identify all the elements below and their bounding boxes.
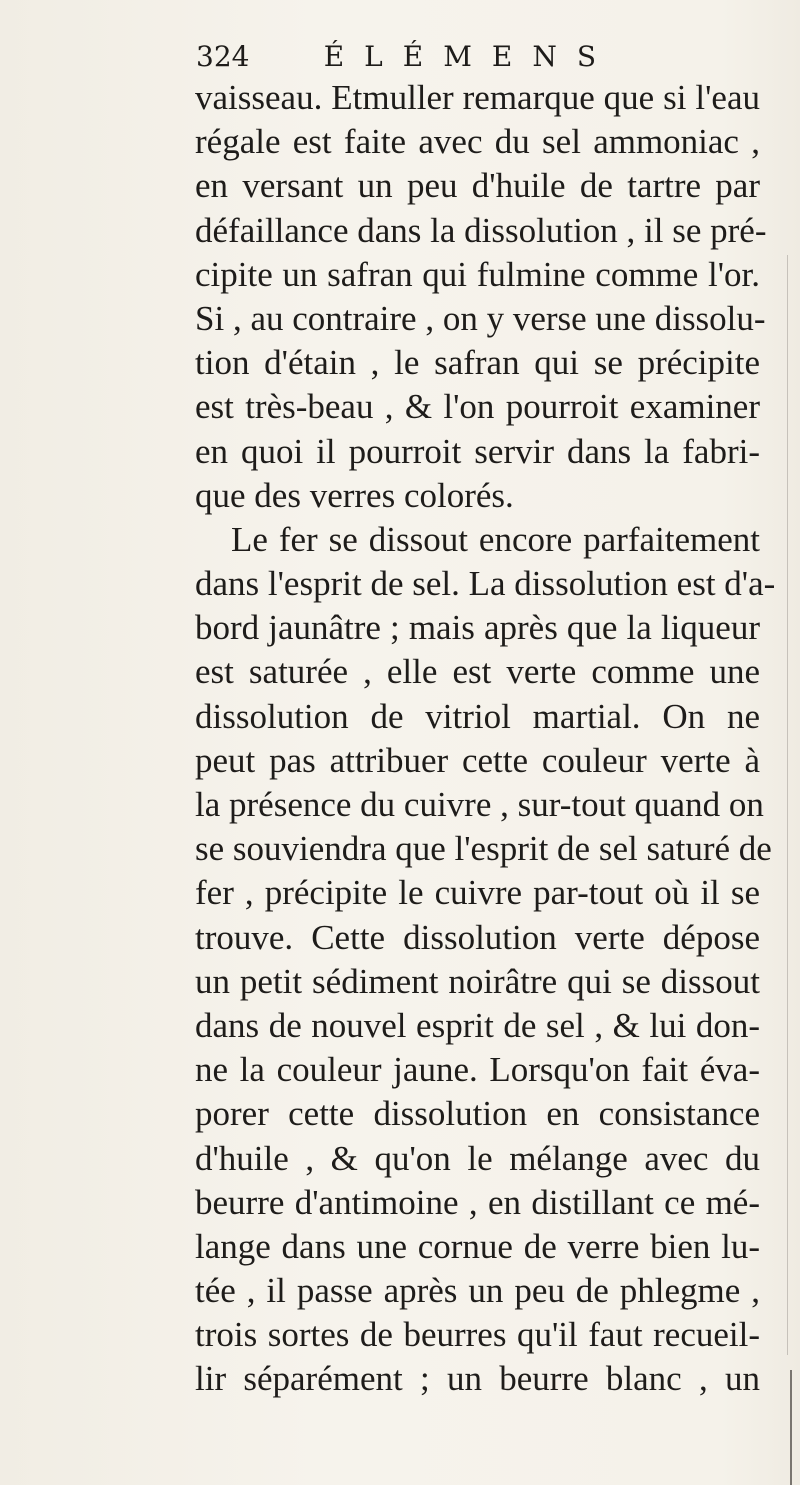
text-line: ne la couleur jaune. Lorsqu'on fait éva- (195, 1050, 760, 1090)
text-line: trouve. Cette dissolution verte dépose (195, 917, 760, 957)
text-line: en quoi il pourroit servir dans la fabri- (195, 431, 760, 471)
text-line: que des verres colorés. (195, 475, 514, 515)
text-line: lir séparément ; un beurre blanc , un (195, 1359, 760, 1399)
body-text (195, 76, 776, 1402)
text-line: dissolution de vitriol martial. On ne (195, 696, 760, 736)
text-line: porer cette dissolution en consistance (195, 1094, 760, 1134)
text-line: tion d'étain , le safran qui se précipite (195, 343, 760, 383)
text-line: en versant un peu d'huile de tartre par (195, 166, 760, 206)
page-edge-line (790, 1370, 792, 1485)
text-line: tée , il passe après un peu de phlegme , (195, 1271, 760, 1311)
text-line: est très-beau , & l'on pourroit examiner (195, 387, 760, 427)
page-number: 324 (196, 40, 250, 73)
text-line: Si , au contraire , on y verse une dissolu- (195, 298, 766, 338)
text-line: dans l'esprit de sel. La dissolution est d'a- (195, 564, 776, 604)
text-line: un petit sédiment noirâtre qui se dissout (195, 961, 760, 1001)
text-line: trois sortes de beurres qu'il faut recueil- (195, 1315, 760, 1355)
text-line: d'huile , & qu'on le mélange avec du (195, 1138, 760, 1178)
text-line: lange dans une cornue de verre bien lu- (195, 1226, 760, 1266)
text-line: la présence du cuivre , sur-tout quand on (195, 785, 764, 824)
text-line: est saturée , elle est verte comme une (195, 652, 760, 692)
text-line: dans de nouvel esprit de sel , & lui don- (195, 1005, 760, 1045)
text-line: défaillance dans la dissolution , il se pré- (195, 210, 767, 250)
page-edge-shadow (787, 255, 788, 1355)
page-header (196, 40, 616, 80)
text-line: peut pas attribuer cette couleur verte à (195, 740, 760, 780)
text-line: bord jaunâtre ; mais après que la liqueur (195, 608, 760, 648)
text-line: fer , précipite le cuivre par-tout où il se (195, 873, 760, 913)
text-line: régale est faite avec du sel ammoniac , (195, 122, 760, 162)
text-line: se souviendra que l'esprit de sel saturé de (195, 829, 772, 869)
running-title: ÉLÉMENS (323, 40, 616, 73)
text-line: Le fer se dissout encore parfaitement (231, 519, 760, 559)
text-line: vaisseau. Etmuller remarque que si l'eau (195, 78, 760, 117)
text-line: cipite un safran qui fulmine comme l'or. (195, 254, 760, 294)
text-line: beurre d'antimoine , en distillant ce mé- (195, 1182, 760, 1222)
